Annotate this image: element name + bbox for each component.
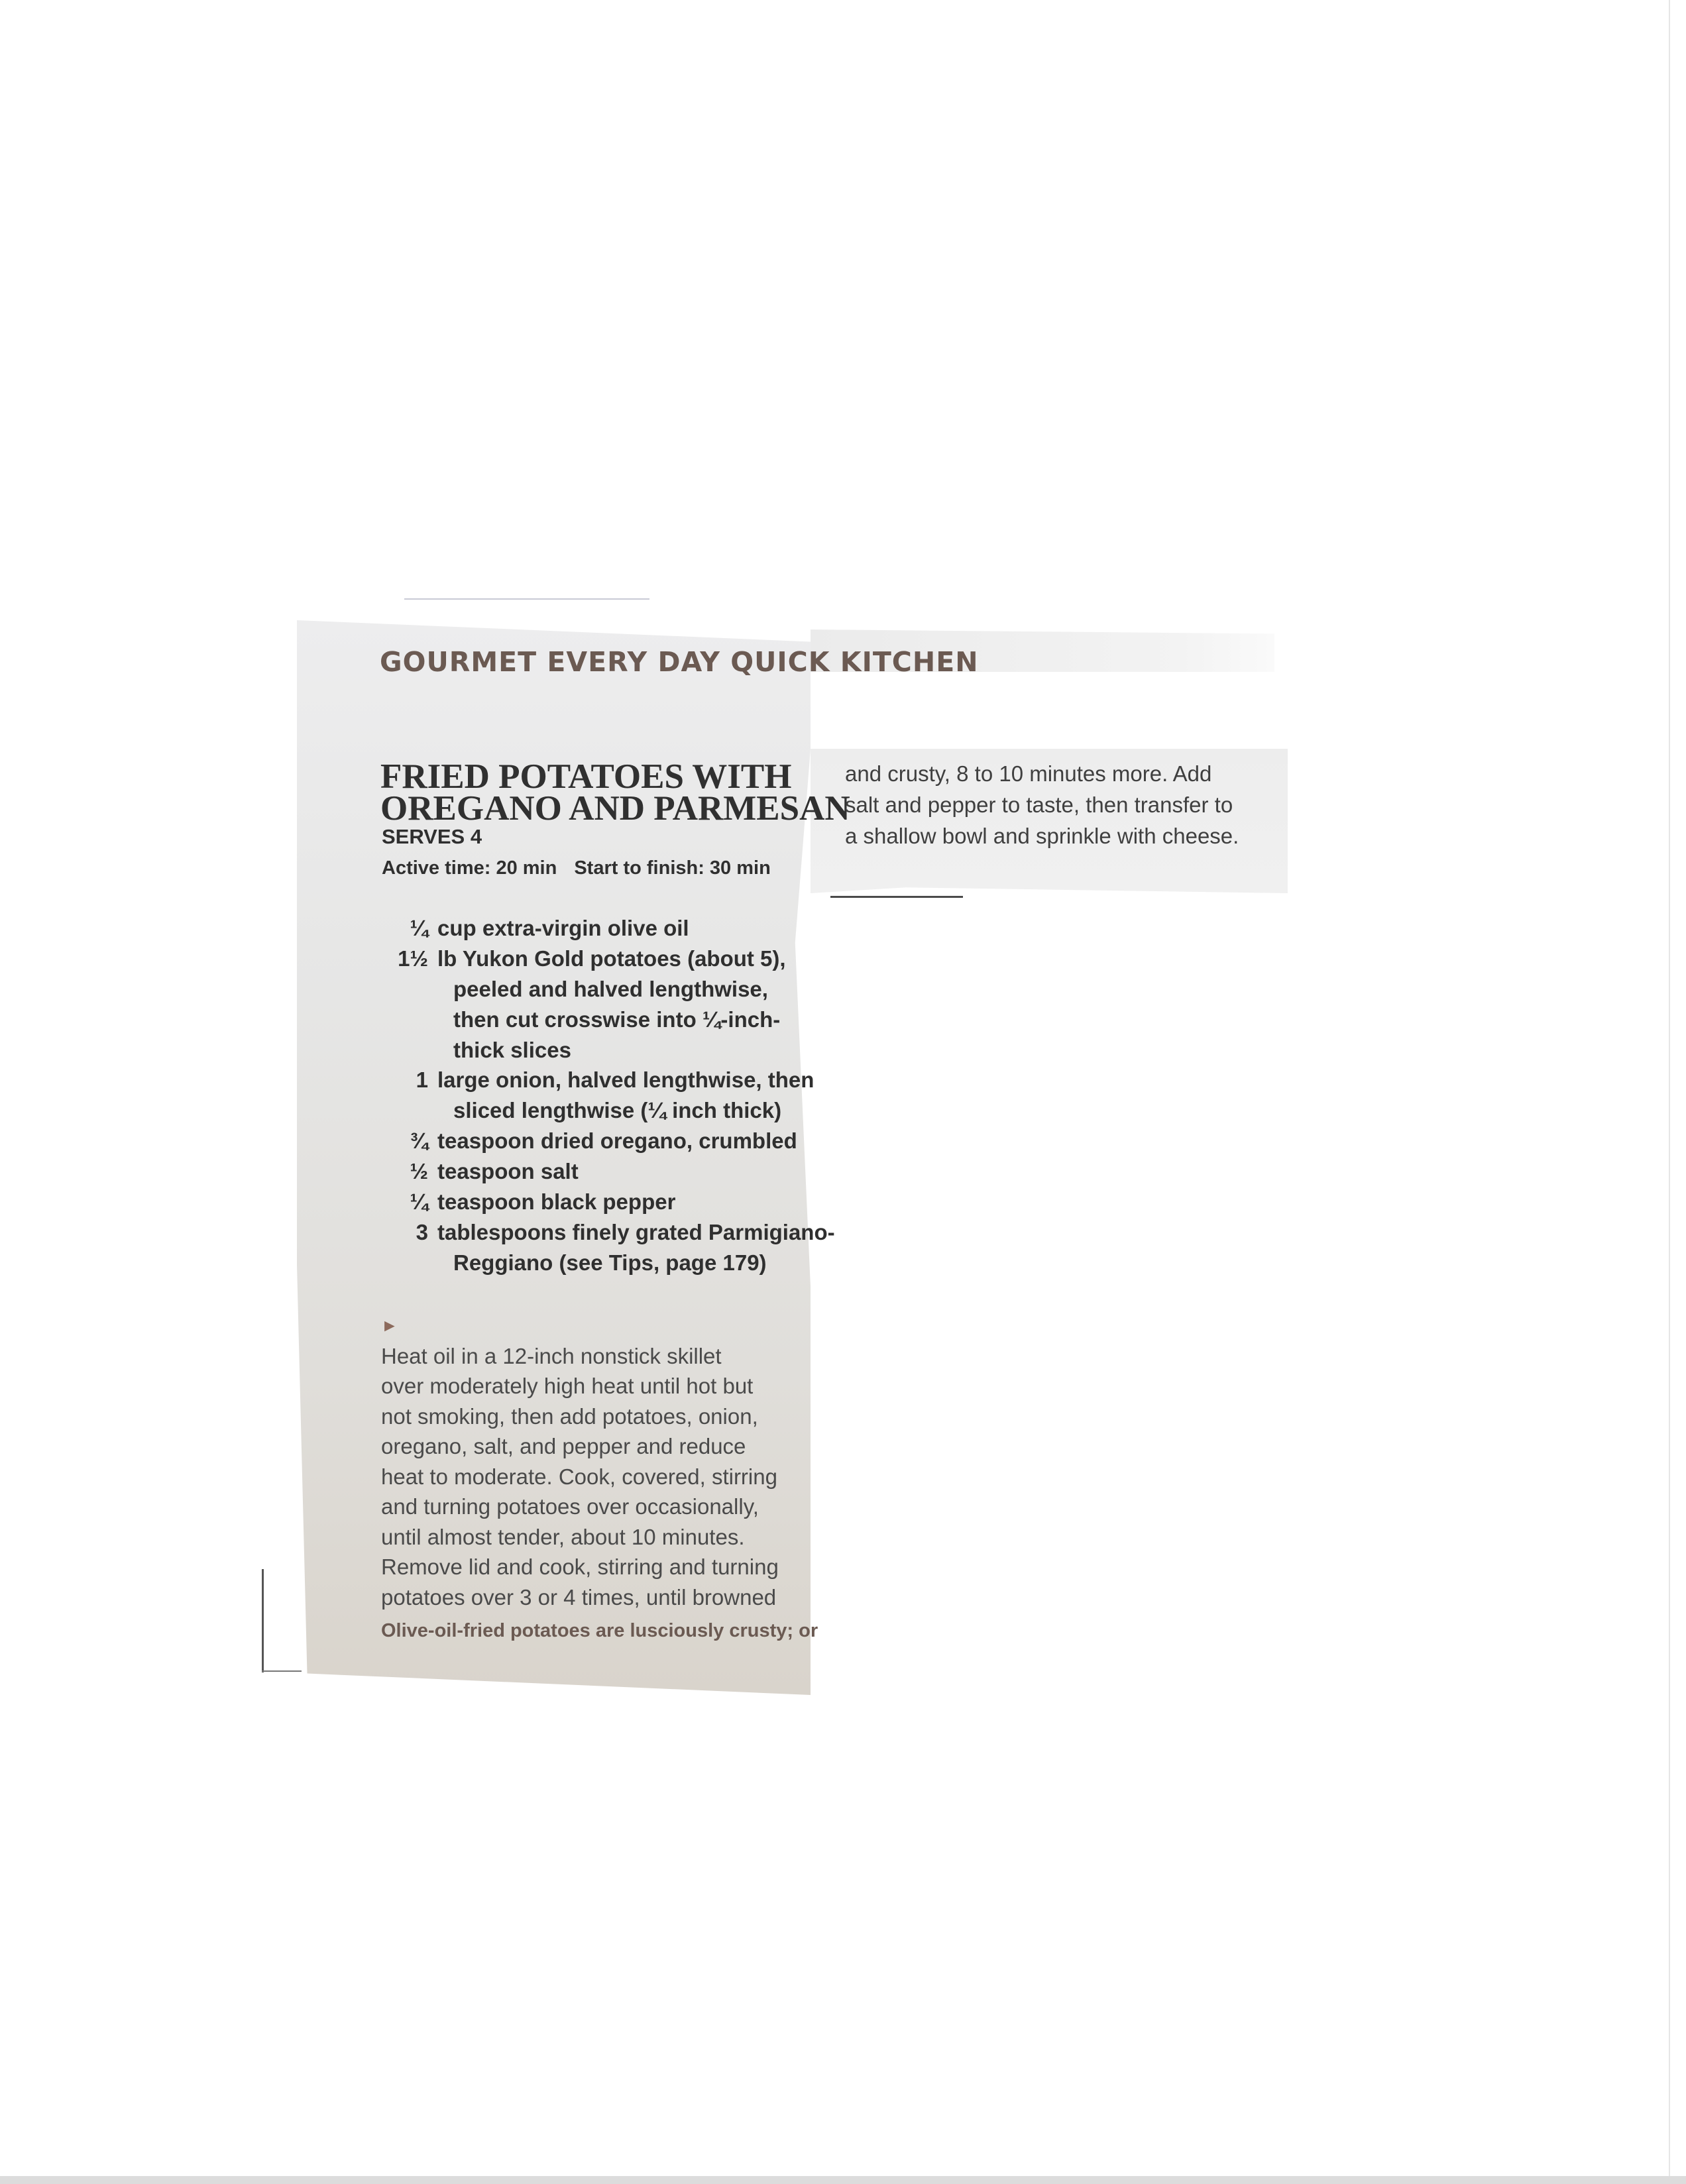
- serves-count: SERVES 4: [382, 825, 482, 848]
- scan-edge-right: [1669, 0, 1670, 2184]
- ingredient-text: large onion, halved lengthwise, then: [437, 1067, 815, 1092]
- ingredient-qty: 3: [416, 1220, 428, 1244]
- ingredient-text: cup extra-virgin olive oil: [437, 916, 689, 940]
- recipe-title-line-2: OREGANO AND PARMESAN: [380, 789, 850, 828]
- ingredient-text: teaspoon black pepper: [437, 1189, 676, 1214]
- ingredient-text-cont: Reggiano (see Tips, page 179): [453, 1250, 767, 1275]
- stray-scan-bracket-foot: [262, 1670, 302, 1672]
- method-line: not smoking, then add potatoes, onion,: [381, 1403, 758, 1429]
- ingredient-text-cont: thick slices: [453, 1038, 571, 1062]
- ingredient-qty: ½: [410, 1159, 428, 1183]
- start-to-finish-time: Start to finish: 30 min: [574, 857, 771, 879]
- clipping-tear-edge: [830, 896, 963, 898]
- method-line: salt and pepper to taste, then transfer to: [845, 792, 1233, 817]
- ingredient-text: lb Yukon Gold potatoes (about 5),: [437, 946, 786, 971]
- section-header: GOURMET EVERY DAY QUICK KITCHEN: [380, 646, 979, 678]
- photo-caption: Olive-oil-fried potatoes are lusciously crusty; or: [381, 1620, 818, 1641]
- triangle-marker-icon: ►: [381, 1315, 398, 1335]
- method-text: [381, 1311, 818, 1612]
- ingredient-qty: ¾: [410, 1128, 428, 1153]
- ingredient-text-cont: sliced lengthwise (¼ inch thick): [453, 1098, 782, 1122]
- ingredient-text-cont: then cut crosswise into ¼-inch-: [453, 1007, 781, 1032]
- method-line: heat to moderate. Cook, covered, stirring: [381, 1464, 777, 1489]
- method-line-text: Heat oil in a 12-inch nonstick skillet: [381, 1343, 722, 1368]
- method-line: [381, 1311, 818, 1371]
- stray-scan-bracket: [262, 1569, 264, 1672]
- ingredient-qty: ¼: [410, 916, 428, 940]
- ingredient-text: teaspoon salt: [437, 1159, 579, 1183]
- ingredient-text: teaspoon dried oregano, crumbled: [437, 1128, 797, 1153]
- method-line: and crusty, 8 to 10 minutes more. Add: [845, 761, 1212, 786]
- method-line: until almost tender, about 10 minutes.: [381, 1524, 745, 1549]
- ingredient-text-cont: peeled and halved lengthwise,: [453, 977, 768, 1001]
- ingredient-qty: 1: [416, 1067, 428, 1092]
- method-line: a shallow bowl and sprinkle with cheese.: [845, 824, 1239, 848]
- stray-scan-line: [404, 598, 649, 600]
- recipe-title-line-1: FRIED POTATOES WITH: [380, 757, 792, 796]
- method-line: oregano, salt, and pepper and reduce: [381, 1434, 746, 1458]
- ingredient-text: tablespoons finely grated Parmigiano-: [437, 1220, 835, 1244]
- method-line: and turning potatoes over occasionally,: [381, 1494, 759, 1519]
- method-line: over moderately high heat until hot but: [381, 1374, 754, 1398]
- ingredient-qty: 1½: [398, 946, 428, 971]
- active-time: Active time: 20 min: [382, 857, 557, 879]
- ingredient-qty: ¼: [410, 1189, 428, 1214]
- method-line: Remove lid and cook, stirring and turning: [381, 1555, 779, 1579]
- method-continued: [845, 758, 1239, 851]
- scan-edge-bottom: [0, 2176, 1686, 2184]
- recipe-times: [382, 857, 771, 879]
- method-line: potatoes over 3 or 4 times, until browned: [381, 1584, 777, 1610]
